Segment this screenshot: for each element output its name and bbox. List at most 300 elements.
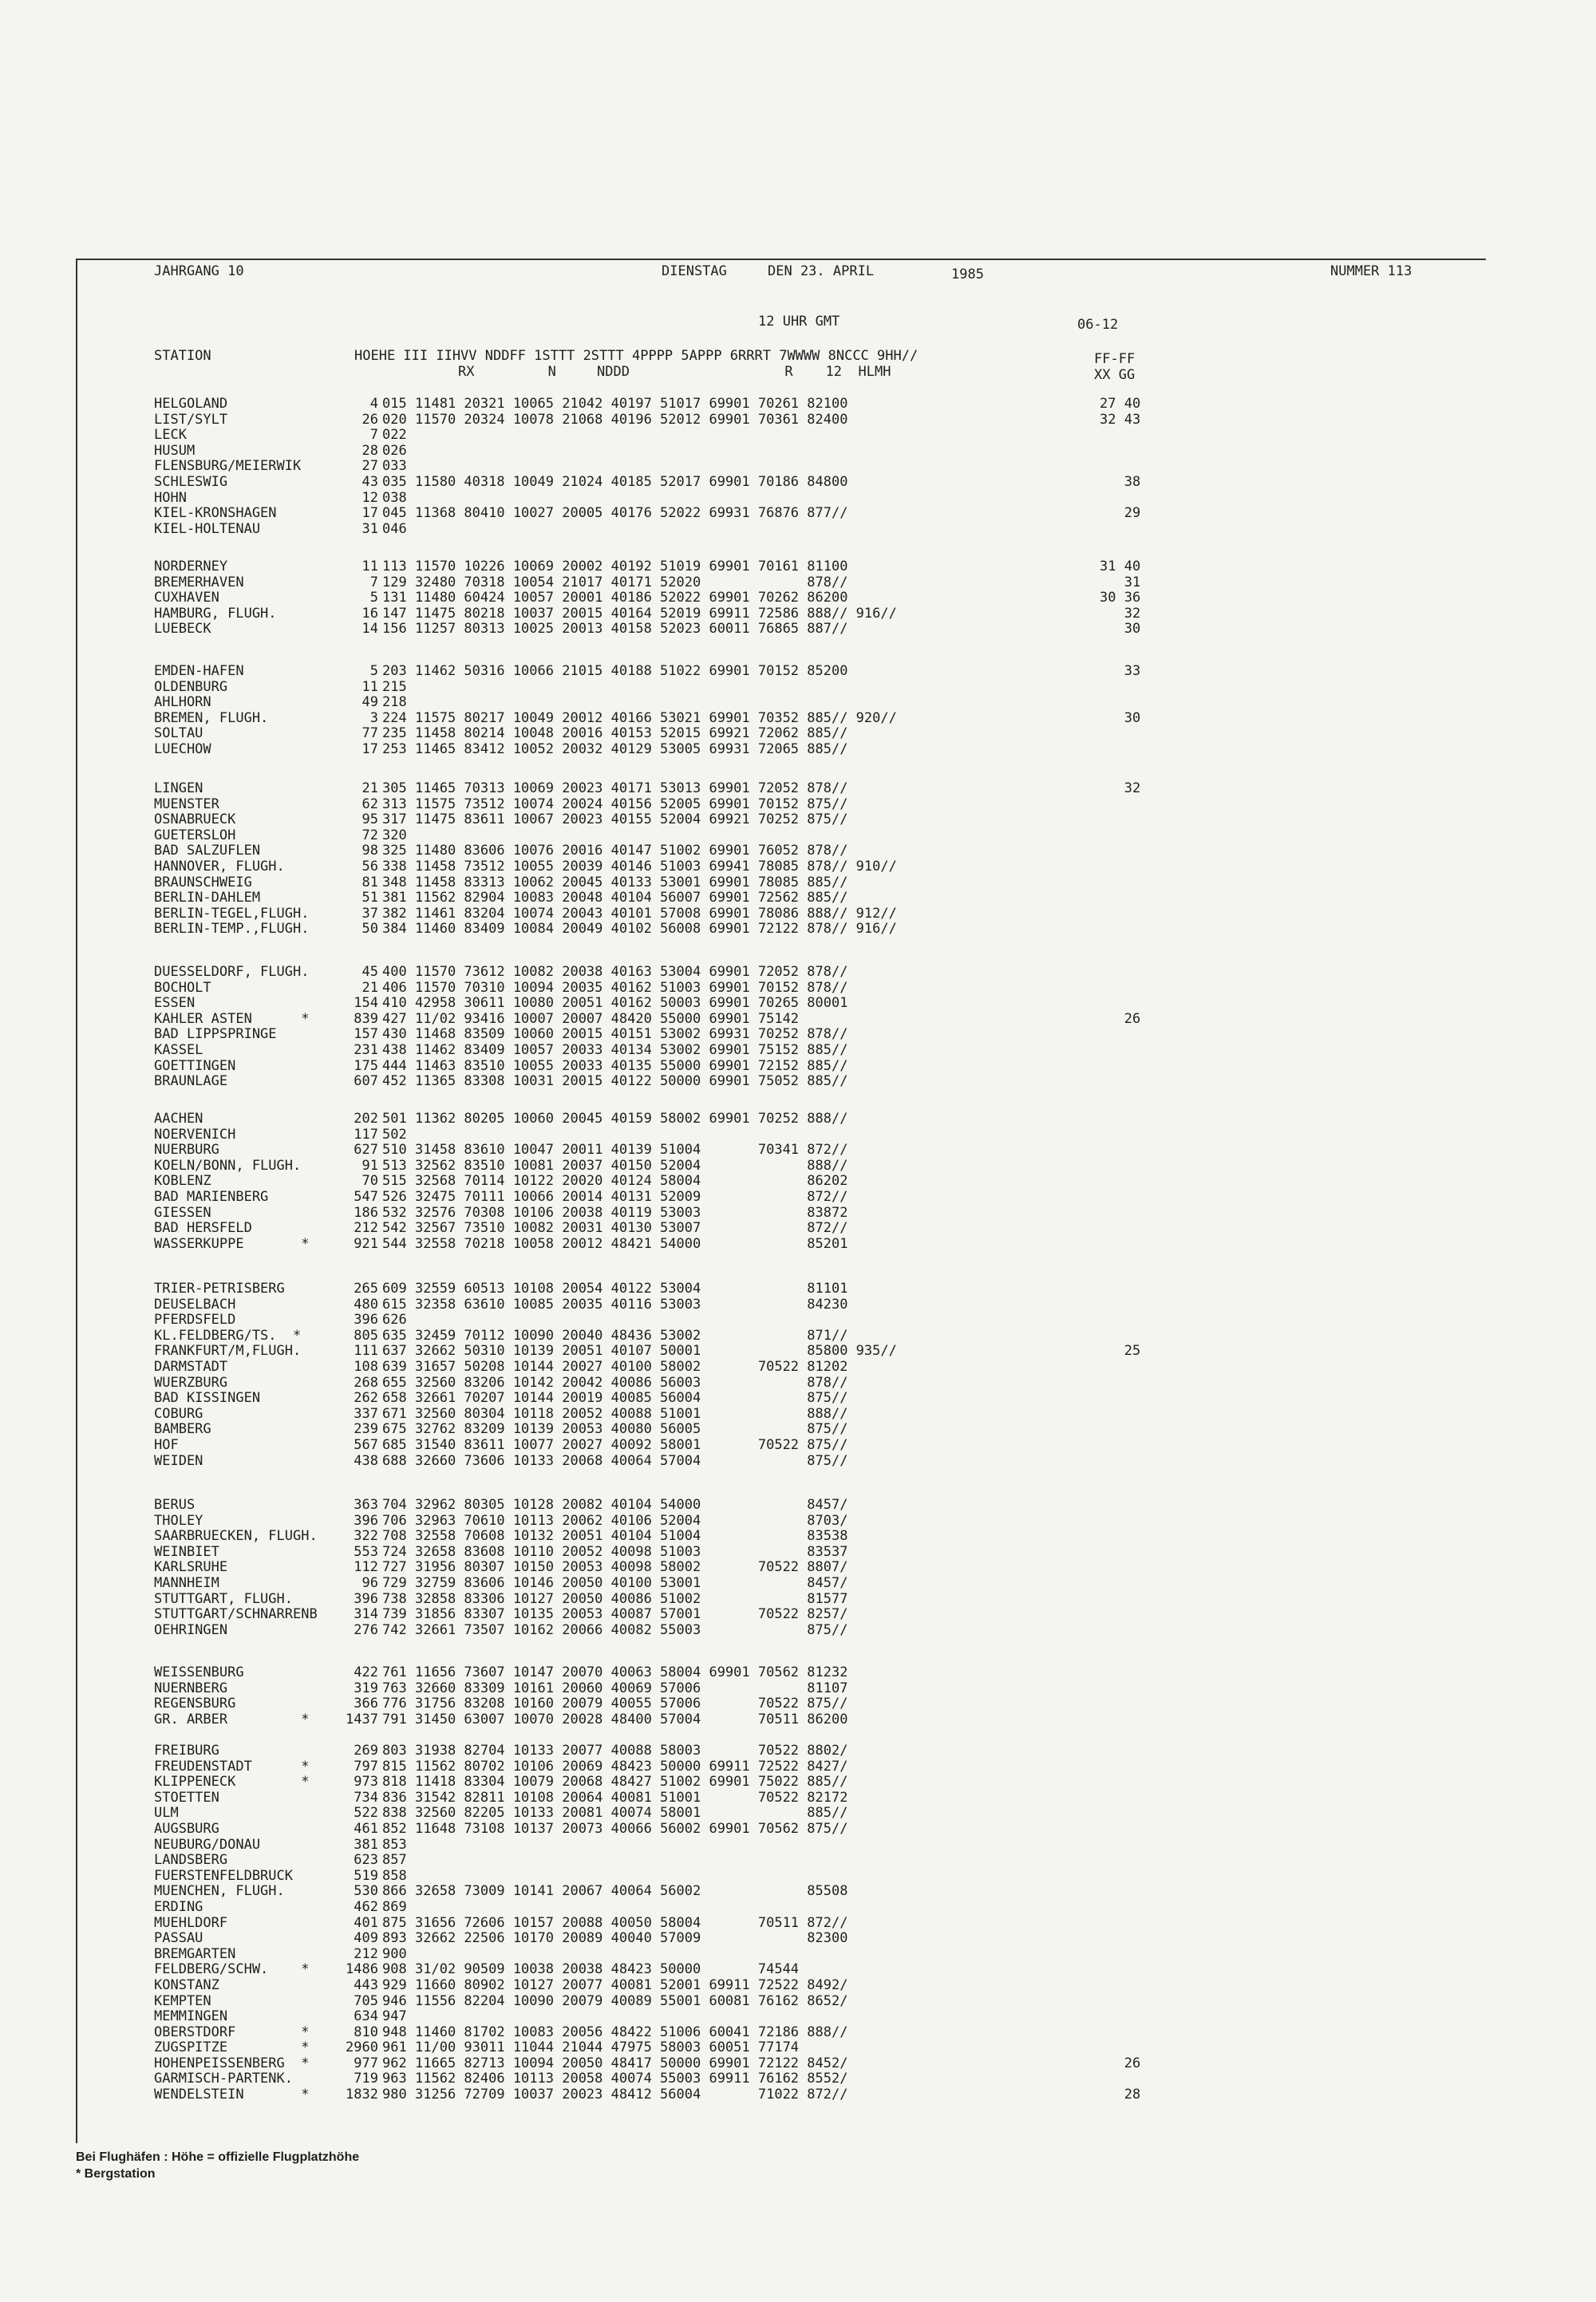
station-name: FREUDENSTADT *	[154, 1758, 310, 1775]
ff-gg-values: 38	[1100, 473, 1141, 490]
station-height: 186	[354, 1204, 378, 1221]
synop-groups: 32576 70308 10106 20038 40119 53003 83872	[415, 1204, 848, 1221]
station-number: 803	[382, 1743, 407, 1759]
station-number: 224	[382, 709, 407, 726]
station-name: BREMEN, FLUGH.	[154, 709, 269, 726]
station-height: 1437	[346, 1711, 378, 1727]
ff-gg-values: 32	[1100, 605, 1141, 622]
station-height: 96	[361, 1574, 378, 1591]
station-name: LINGEN	[154, 780, 203, 796]
station-number: 738	[382, 1590, 407, 1607]
station-number: 313	[382, 796, 407, 812]
synop-groups: 32662 50310 10139 20051 40107 50001 85800 935//	[415, 1343, 897, 1360]
synop-groups: 32858 83306 10127 20050 40086 51002 81577	[415, 1590, 848, 1607]
station-name: DUESSELDORF, FLUGH.	[154, 964, 310, 980]
station-name: KAHLER ASTEN *	[154, 1010, 310, 1027]
station-name: NUERNBERG	[154, 1680, 228, 1696]
station-name: BERLIN-TEGEL,FLUGH.	[154, 905, 310, 922]
station-name: SOLTAU	[154, 725, 203, 742]
synop-groups: 31657 50208 10144 20027 40100 58002 70522 81202	[415, 1358, 848, 1375]
station-name: BRAUNLAGE	[154, 1073, 228, 1090]
station-height: 11	[361, 678, 378, 695]
station-number: 510	[382, 1142, 407, 1159]
station-name: WEINBIET	[154, 1543, 219, 1560]
station-number: 430	[382, 1026, 407, 1043]
station-height: 607	[354, 1073, 378, 1090]
station-number: 858	[382, 1867, 407, 1884]
synop-groups: 11463 83510 10055 20033 40135 55000 69901 72152 885//	[415, 1057, 848, 1074]
station-height: 43	[361, 473, 378, 490]
station-height: 810	[354, 2024, 378, 2040]
station-number: 685	[382, 1436, 407, 1453]
station-height: 17	[361, 740, 378, 757]
synop-groups: 11580 40318 10049 21024 40185 52017 69901 70186 84800	[415, 473, 848, 490]
station-name: OLDENBURG	[154, 678, 228, 695]
station-height: 262	[354, 1390, 378, 1407]
station-height: 734	[354, 1789, 378, 1806]
station-height: 49	[361, 694, 378, 711]
station-number: 866	[382, 1883, 407, 1900]
station-name: NOERVENICH	[154, 1126, 236, 1143]
station-number: 962	[382, 2055, 407, 2071]
station-height: 154	[354, 995, 378, 1012]
station-number: 501	[382, 1111, 407, 1127]
station-number: 763	[382, 1680, 407, 1696]
station-name: MUEHLDORF	[154, 1914, 228, 1931]
station-number: 305	[382, 780, 407, 796]
station-name: BAD MARIENBERG	[154, 1188, 269, 1205]
station-height: 522	[354, 1805, 378, 1822]
station-number: 438	[382, 1041, 407, 1058]
station-height: 269	[354, 1743, 378, 1759]
station-name: OBERSTDORF *	[154, 2024, 310, 2040]
synop-groups: 11460 83409 10084 20049 40102 56008 69901 72122 878// 916//	[415, 921, 897, 938]
station-name: REGENSBURG	[154, 1696, 236, 1712]
synop-groups: 31542 82811 10108 20064 40081 51001 70522 82172	[415, 1789, 848, 1806]
station-number: 675	[382, 1421, 407, 1438]
synop-groups: 11570 70310 10094 20035 40162 51003 69901 70152 878//	[415, 979, 848, 996]
synop-groups: 32661 70207 10144 20019 40085 56004 875//	[415, 1390, 848, 1407]
station-number: 203	[382, 663, 407, 679]
synop-groups: 11458 83313 10062 20045 40133 53001 69901 78085 885//	[415, 874, 848, 890]
station-number: 410	[382, 995, 407, 1012]
station-name: GARMISCH-PARTENK.	[154, 2071, 293, 2087]
station-name: FRANKFURT/M,FLUGH.	[154, 1343, 302, 1360]
station-name: BOCHOLT	[154, 979, 211, 996]
station-height: 21	[361, 780, 378, 796]
station-name: HAMBURG, FLUGH.	[154, 605, 277, 622]
code-header-line1: HOEHE III IIHVV NDDFF 1STTT 2STTT 4PPPP 5APPP 6RRRT 7WWWW 8NCCC 9HH//	[354, 348, 918, 364]
station-height: 62	[361, 796, 378, 812]
station-number: 348	[382, 874, 407, 890]
station-height: 422	[354, 1664, 378, 1680]
jahrgang: JAHRGANG 10	[154, 263, 244, 279]
station-number: 637	[382, 1343, 407, 1360]
ff-gg-values: 28	[1100, 2087, 1141, 2103]
station-name: BAD LIPPSPRINGE	[154, 1026, 277, 1043]
station-name: GOETTINGEN	[154, 1057, 236, 1074]
station-name: WASSERKUPPE *	[154, 1235, 310, 1252]
station-name: TRIER-PETRISBERG	[154, 1281, 285, 1297]
station-height: 56	[361, 858, 378, 875]
station-height: 27	[361, 458, 378, 475]
station-height: 276	[354, 1621, 378, 1638]
station-height: 705	[354, 1992, 378, 2009]
station-height: 805	[354, 1327, 378, 1344]
ff-gg-values: 31	[1100, 574, 1141, 590]
station-number: 946	[382, 1992, 407, 2009]
station-number: 615	[382, 1296, 407, 1313]
synop-groups: 11556 82204 10090 20079 40089 55001 60081 76162 8652/	[415, 1992, 848, 2009]
station-height: 438	[354, 1452, 378, 1469]
station-name: HUSUM	[154, 442, 196, 459]
station-number: 893	[382, 1930, 407, 1947]
synop-groups: 32762 83209 10139 20053 40080 56005 875//	[415, 1421, 848, 1438]
station-height: 157	[354, 1026, 378, 1043]
station-number: 381	[382, 890, 407, 906]
synop-groups: 32358 63610 10085 20035 40116 53003 84230	[415, 1296, 848, 1313]
station-number: 427	[382, 1010, 407, 1027]
synop-groups: 31856 83307 10135 20053 40087 57001 70522 8257/	[415, 1606, 848, 1623]
station-name: KOBLENZ	[154, 1173, 211, 1190]
synop-groups: 11460 81702 10083 20056 48422 51006 60041 72186 888//	[415, 2024, 848, 2040]
synop-groups: 11480 83606 10076 20016 40147 51002 69901 76052 878//	[415, 843, 848, 859]
station-name: HOF	[154, 1436, 179, 1453]
station-number: 626	[382, 1312, 407, 1329]
station-height: 977	[354, 2055, 378, 2071]
station-number: 948	[382, 2024, 407, 2040]
station-name: GR. ARBER *	[154, 1711, 310, 1727]
station-name: KIEL-HOLTENAU	[154, 520, 261, 537]
station-name: KONSTANZ	[154, 1976, 219, 1993]
station-number: 317	[382, 811, 407, 828]
year: 1985	[951, 267, 984, 282]
station-number: 046	[382, 520, 407, 537]
station-height: 231	[354, 1041, 378, 1058]
station-height: 547	[354, 1188, 378, 1205]
station-name: HANNOVER, FLUGH.	[154, 858, 285, 875]
station-height: 12	[361, 489, 378, 506]
station-number: 776	[382, 1696, 407, 1712]
station-height: 553	[354, 1543, 378, 1560]
station-height: 50	[361, 921, 378, 938]
station-number: 035	[382, 473, 407, 490]
footnote-mountain-station: * Bergstation	[76, 2167, 156, 2181]
synop-groups: 11475 83611 10067 20023 40155 52004 69921 70252 875//	[415, 811, 848, 828]
ff-gg-values: 27 40	[1100, 396, 1141, 412]
station-height: 1832	[346, 2087, 378, 2103]
station-number: 963	[382, 2071, 407, 2087]
station-number: 215	[382, 678, 407, 695]
ff-gg-values: 30	[1100, 709, 1141, 726]
synop-groups: 11648 73108 10137 20073 40066 56002 69901 70562 875//	[415, 1820, 848, 1837]
station-name: DEUSELBACH	[154, 1296, 236, 1313]
synop-groups: 11465 83412 10052 20032 40129 53005 69931 72065 885//	[415, 740, 848, 757]
station-name: BAD KISSINGEN	[154, 1390, 261, 1407]
synop-groups: 32660 83309 10161 20060 40069 57006 81107	[415, 1680, 848, 1696]
synop-groups: 11570 73612 10082 20038 40163 53004 69901 72052 878//	[415, 964, 848, 980]
station-height: 519	[354, 1867, 378, 1884]
station-name: KLIPPENECK *	[154, 1774, 310, 1791]
synop-groups: 31938 82704 10133 20077 40088 58003 70522 8802/	[415, 1743, 848, 1759]
station-number: 325	[382, 843, 407, 859]
station-height: 175	[354, 1057, 378, 1074]
date: DEN 23. APRIL	[768, 263, 875, 279]
station-number: 502	[382, 1126, 407, 1143]
ff-gg-values: 29	[1100, 505, 1141, 522]
station-name: LUEBECK	[154, 621, 211, 638]
station-name: FELDBERG/SCHW. *	[154, 1961, 310, 1978]
station-height: 366	[354, 1696, 378, 1712]
station-name: BAD HERSFELD	[154, 1220, 252, 1237]
station-name: BERLIN-TEMP.,FLUGH.	[154, 921, 310, 938]
station-number: 022	[382, 427, 407, 444]
station-name: WEIDEN	[154, 1452, 203, 1469]
synop-groups: 11461 83204 10074 20043 40101 57008 69901 78086 888// 912//	[415, 905, 897, 922]
station-name: BERLIN-DAHLEM	[154, 890, 261, 906]
synop-groups: 31756 83208 10160 20079 40055 57006 70522 875//	[415, 1696, 848, 1712]
station-height: 37	[361, 905, 378, 922]
station-number: 038	[382, 489, 407, 506]
station-height: 31	[361, 520, 378, 537]
station-number: 947	[382, 2008, 407, 2025]
station-number: 739	[382, 1606, 407, 1623]
period: 06-12	[1077, 317, 1119, 333]
station-name: ULM	[154, 1805, 179, 1822]
station-name: NUERBURG	[154, 1142, 219, 1159]
station-name: BAD SALZUFLEN	[154, 843, 261, 859]
station-height: 17	[361, 505, 378, 522]
station-name: MUENCHEN, FLUGH.	[154, 1883, 285, 1900]
station-number: 671	[382, 1405, 407, 1422]
station-number: 338	[382, 858, 407, 875]
station-number: 147	[382, 605, 407, 622]
xx-gg-header: XX GG	[1094, 367, 1136, 383]
station-name: MANNHEIM	[154, 1574, 219, 1591]
synop-groups: 11480 60424 10057 20001 40186 52022 69901 70262 86200	[415, 590, 848, 606]
station-name: SCHLESWIG	[154, 473, 228, 490]
station-number: 961	[382, 2039, 407, 2056]
station-name: PASSAU	[154, 1930, 203, 1947]
station-height: 265	[354, 1281, 378, 1297]
station-number: 724	[382, 1543, 407, 1560]
synop-groups: 11462 83409 10057 20033 40134 53002 69901 75152 885//	[415, 1041, 848, 1058]
station-height: 322	[354, 1528, 378, 1545]
station-height: 117	[354, 1126, 378, 1143]
station-name: CUXHAVEN	[154, 590, 219, 606]
station-number: 853	[382, 1836, 407, 1853]
station-height: 98	[361, 843, 378, 859]
station-number: 704	[382, 1497, 407, 1513]
station-number: 526	[382, 1188, 407, 1205]
station-name: MUENSTER	[154, 796, 219, 812]
station-height: 719	[354, 2071, 378, 2087]
synop-groups: 11575 80217 10049 20012 40166 53021 69901 70352 885// 920//	[415, 709, 897, 726]
station-name: MEMMINGEN	[154, 2008, 228, 2025]
station-name: AACHEN	[154, 1111, 203, 1127]
station-name: PFERDSFELD	[154, 1312, 236, 1329]
station-height: 111	[354, 1343, 378, 1360]
station-name: FREIBURG	[154, 1743, 219, 1759]
synop-groups: 11468 83509 10060 20015 40151 53002 69931 70252 878//	[415, 1026, 848, 1043]
observation-time: 12 UHR GMT	[758, 314, 840, 330]
station-name: ZUGSPITZE *	[154, 2039, 310, 2056]
station-number: 852	[382, 1820, 407, 1837]
station-name: HOHENPEISSENBERG *	[154, 2055, 310, 2071]
synop-groups: 32568 70114 10122 20020 40124 58004 86202	[415, 1173, 848, 1190]
station-number: 875	[382, 1914, 407, 1931]
station-height: 363	[354, 1497, 378, 1513]
synop-groups: 11257 80313 10025 20013 40158 52023 60011 76865 887//	[415, 621, 848, 638]
station-number: 033	[382, 458, 407, 475]
station-number: 218	[382, 694, 407, 711]
station-height: 212	[354, 1945, 378, 1962]
station-name: BREMGARTEN	[154, 1945, 236, 1962]
synop-groups: 11570 20324 10078 21068 40196 52012 69901 70361 82400	[415, 411, 848, 428]
code-header-line2: RX N NDDD R 12 HLMH	[458, 364, 891, 380]
synop-groups: 32560 83206 10142 20042 40086 56003 878//	[415, 1374, 848, 1391]
station-number: 113	[382, 559, 407, 575]
station-name: KOELN/BONN, FLUGH.	[154, 1157, 302, 1174]
synop-groups: 32662 22506 10170 20089 40040 57009 82300	[415, 1930, 848, 1947]
station-height: 462	[354, 1898, 378, 1915]
synop-groups: 32658 83608 10110 20052 40098 51003 83537	[415, 1543, 848, 1560]
station-number: 406	[382, 979, 407, 996]
synop-groups: 32562 83510 10081 20037 40150 52004 888//	[415, 1157, 848, 1174]
station-number: 129	[382, 574, 407, 590]
synop-groups: 31956 80307 10150 20053 40098 58002 70522 8807/	[415, 1559, 848, 1576]
station-number: 384	[382, 921, 407, 938]
ff-gg-values: 32 43	[1100, 411, 1141, 428]
station-number: 639	[382, 1358, 407, 1375]
station-name: HOHN	[154, 489, 187, 506]
station-name: KASSEL	[154, 1041, 203, 1058]
synop-groups: 31458 83610 10047 20011 40139 51004 70341 872//	[415, 1142, 848, 1159]
station-height: 202	[354, 1111, 378, 1127]
station-height: 1486	[346, 1961, 378, 1978]
synop-groups: 32558 70218 10058 20012 48421 54000 85201	[415, 1235, 848, 1252]
station-name: KEMPTEN	[154, 1992, 211, 2009]
station-number: 131	[382, 590, 407, 606]
synop-groups: 11562 82904 10083 20048 40104 56007 69901 72562 885//	[415, 890, 848, 906]
station-height: 5	[369, 590, 378, 606]
station-number: 015	[382, 396, 407, 412]
station-number: 836	[382, 1789, 407, 1806]
synop-groups: 31256 72709 10037 20023 48412 56004 71022 872//	[415, 2087, 848, 2103]
station-number: 980	[382, 2087, 407, 2103]
station-height: 212	[354, 1220, 378, 1237]
synop-groups: 11458 73512 10055 20039 40146 51003 69941 78085 878// 910//	[415, 858, 897, 875]
synop-groups: 11362 80205 10060 20045 40159 58002 69901 70252 888//	[415, 1111, 848, 1127]
footnote-airports: Bei Flughäfen : Höhe = offizielle Flugplatzhöhe	[76, 2150, 360, 2164]
station-height: 627	[354, 1142, 378, 1159]
station-name: BAMBERG	[154, 1421, 211, 1438]
station-number: 729	[382, 1574, 407, 1591]
station-name: KARLSRUHE	[154, 1559, 228, 1576]
station-number: 045	[382, 505, 407, 522]
station-name: LANDSBERG	[154, 1852, 228, 1869]
station-number: 532	[382, 1204, 407, 1221]
station-height: 443	[354, 1976, 378, 1993]
station-column-header: STATION	[154, 348, 211, 364]
station-name: ESSEN	[154, 995, 196, 1012]
station-name: GUETERSLOH	[154, 827, 236, 843]
station-height: 21	[361, 979, 378, 996]
station-number: 635	[382, 1327, 407, 1344]
synop-groups: 11562 82406 10113 20058 40074 55003 69911 76162 8552/	[415, 2071, 848, 2087]
synop-groups: 32475 70111 10066 20014 40131 52009 872//	[415, 1188, 848, 1205]
station-height: 108	[354, 1358, 378, 1375]
station-number: 688	[382, 1452, 407, 1469]
station-height: 401	[354, 1914, 378, 1931]
station-height: 973	[354, 1774, 378, 1791]
ff-gg-values: 25	[1100, 1343, 1141, 1360]
synop-groups: 31540 83611 10077 20027 40092 58001 70522 875//	[415, 1436, 848, 1453]
station-height: 70	[361, 1173, 378, 1190]
station-name: FUERSTENFELDBRUCK	[154, 1867, 293, 1884]
synop-groups: 32567 73510 10082 20031 40130 53007 872//	[415, 1220, 848, 1237]
station-name: NEUBURG/DONAU	[154, 1836, 261, 1853]
station-name: OEHRINGEN	[154, 1621, 228, 1638]
station-number: 156	[382, 621, 407, 638]
station-name: AHLHORN	[154, 694, 211, 711]
station-height: 623	[354, 1852, 378, 1869]
station-number: 929	[382, 1976, 407, 1993]
synop-groups: 32459 70112 10090 20040 48436 53002 871//	[415, 1327, 848, 1344]
station-name: STOETTEN	[154, 1789, 219, 1806]
station-name: STUTTGART, FLUGH.	[154, 1590, 293, 1607]
station-number: 791	[382, 1711, 407, 1727]
station-name: EMDEN-HAFEN	[154, 663, 244, 679]
station-name: WUERZBURG	[154, 1374, 228, 1391]
station-number: 382	[382, 905, 407, 922]
synop-groups: 32480 70318 10054 21017 40171 52020 878//	[415, 574, 848, 590]
station-number: 400	[382, 964, 407, 980]
ff-gg-values: 26	[1100, 1010, 1141, 1027]
station-number: 609	[382, 1281, 407, 1297]
station-number: 658	[382, 1390, 407, 1407]
station-number: 020	[382, 411, 407, 428]
station-height: 239	[354, 1421, 378, 1438]
station-name: OSNABRUECK	[154, 811, 236, 828]
station-name: THOLEY	[154, 1512, 203, 1529]
station-number: 742	[382, 1621, 407, 1638]
station-height: 7	[369, 574, 378, 590]
station-name: KL.FELDBERG/TS. *	[154, 1327, 302, 1344]
station-name: LUECHOW	[154, 740, 211, 757]
station-number: 900	[382, 1945, 407, 1962]
ff-gg-values: 33	[1100, 663, 1141, 679]
station-name: GIESSEN	[154, 1204, 211, 1221]
station-height: 839	[354, 1010, 378, 1027]
station-number: 908	[382, 1961, 407, 1978]
station-height: 530	[354, 1883, 378, 1900]
synop-groups: 11365 83308 10031 20015 40122 50000 69901 75052 885//	[415, 1073, 848, 1090]
synop-groups: 11/00 93011 11044 21044 47975 58003 60051 77174	[415, 2039, 800, 2056]
synop-groups: 32560 82205 10133 20081 40074 58001 885//	[415, 1805, 848, 1822]
synop-groups: 31656 72606 10157 20088 40050 58004 70511 872//	[415, 1914, 848, 1931]
synop-groups: 11475 80218 10037 20015 40164 52019 69911 72586 888// 916//	[415, 605, 897, 622]
synop-groups: 11562 80702 10106 20069 48423 50000 69911 72522 8427/	[415, 1758, 848, 1775]
station-height: 461	[354, 1820, 378, 1837]
station-height: 396	[354, 1590, 378, 1607]
synop-groups: 11/02 93416 10007 20007 48420 55000 69901 75142	[415, 1010, 800, 1027]
station-number: 320	[382, 827, 407, 843]
synop-groups: 11465 70313 10069 20023 40171 53013 69901 72052 878//	[415, 780, 848, 796]
weekday: DIENSTAG	[662, 263, 727, 279]
ff-gg-values: 30 36	[1100, 590, 1141, 606]
station-name: NORDERNEY	[154, 559, 228, 575]
